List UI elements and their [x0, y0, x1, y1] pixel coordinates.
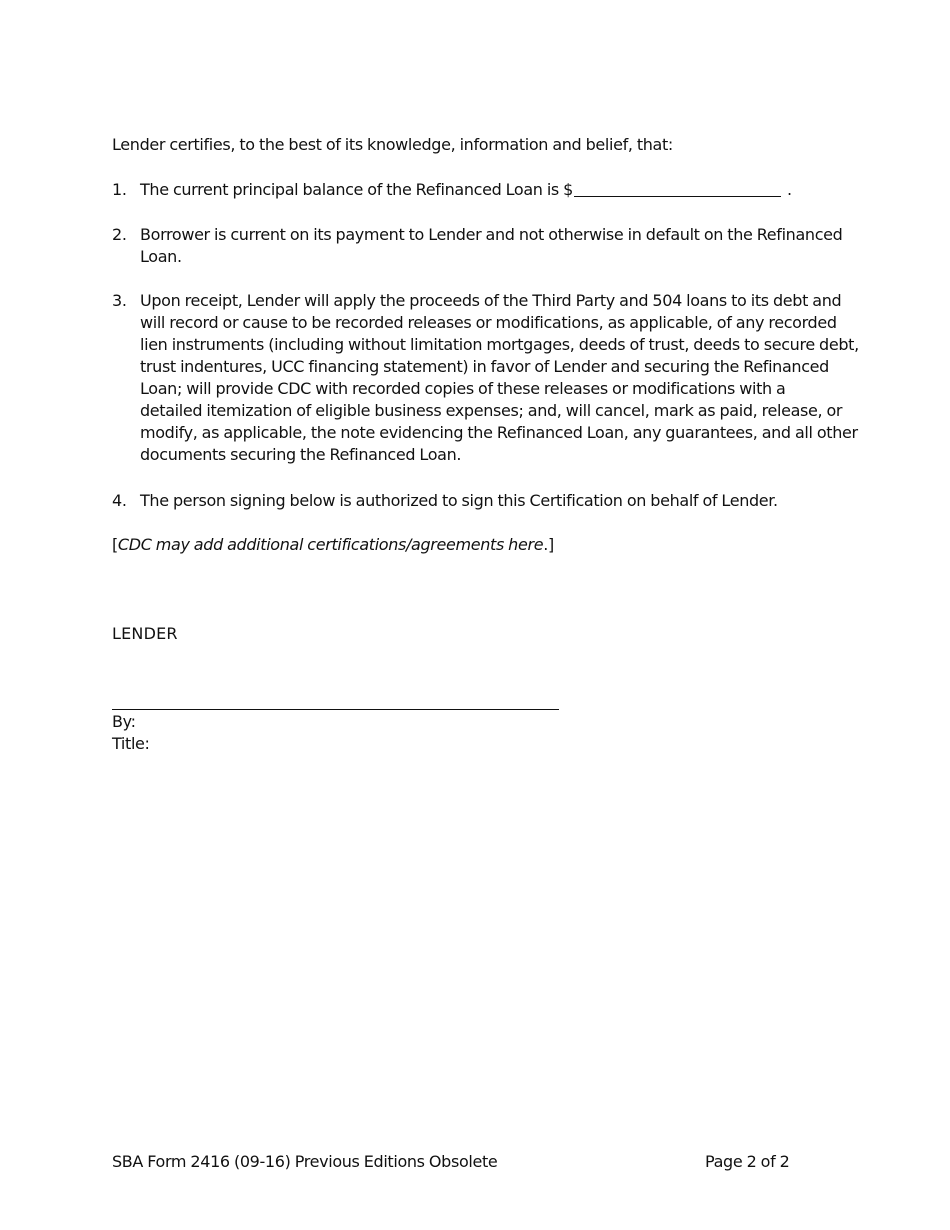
item-2-line: Borrower is current on its payment to Lender and not otherwise in default on the Refinanced — [140, 225, 843, 244]
certification-item-2 — [112, 224, 842, 268]
item-1-text: The current principal balance of the Refinanced Loan is $ — [140, 180, 573, 199]
item-number: 3. — [112, 291, 127, 310]
item-number: 4. — [112, 491, 127, 510]
item-3-line: will record or cause to be recorded releases or modifications, as applicable, of any recorded — [140, 313, 837, 332]
certification-item-4 — [112, 490, 842, 512]
item-number: 1. — [112, 180, 127, 199]
certification-item-1 — [112, 179, 842, 201]
item-3-line: detailed itemization of eligible business expenses; and, will cancel, mark as paid, release, or — [140, 401, 843, 420]
item-3-line: lien instruments (including without limitation mortgages, deeds of trust, deeds to secure debt, — [140, 335, 859, 354]
item-number: 2. — [112, 225, 127, 244]
item-2-line: Loan. — [140, 247, 182, 266]
principal-balance-field[interactable] — [574, 180, 781, 197]
item-4-line: The person signing below is authorized to sign this Certification on behalf of Lender. — [140, 491, 778, 510]
item-3-line: documents securing the Refinanced Loan. — [140, 445, 462, 464]
certification-item-3 — [112, 290, 859, 466]
item-3-line: trust indentures, UCC financing statement) in favor of Lender and securing the Refinanced — [140, 357, 829, 376]
cdc-note-italic-text: CDC may add additional certifications/agreements here — [117, 535, 544, 554]
cdc-additional-certifications-note — [112, 534, 554, 556]
signature-line[interactable] — [112, 709, 559, 710]
page-number: Page 2 of 2 — [705, 1152, 790, 1171]
cdc-note-open-bracket: [ — [112, 535, 118, 554]
item-1-period: . — [786, 180, 792, 199]
intro-text: Lender certifies, to the best of its knowledge, information and belief, that: — [112, 135, 673, 154]
title-label: Title: — [112, 734, 150, 753]
item-3-line: Loan; will provide CDC with recorded copies of these releases or modifications with a — [140, 379, 786, 398]
item-3-line: Upon receipt, Lender will apply the proceeds of the Third Party and 504 loans to its debt and — [140, 291, 842, 310]
by-label: By: — [112, 712, 136, 731]
lender-label: LENDER — [112, 624, 178, 643]
form-identifier: SBA Form 2416 (09-16) Previous Editions Obsolete — [112, 1152, 498, 1171]
item-3-line: modify, as applicable, the note evidencing the Refinanced Loan, any guarantees, and all other — [140, 423, 858, 442]
cdc-note-close-bracket: .] — [543, 535, 554, 554]
